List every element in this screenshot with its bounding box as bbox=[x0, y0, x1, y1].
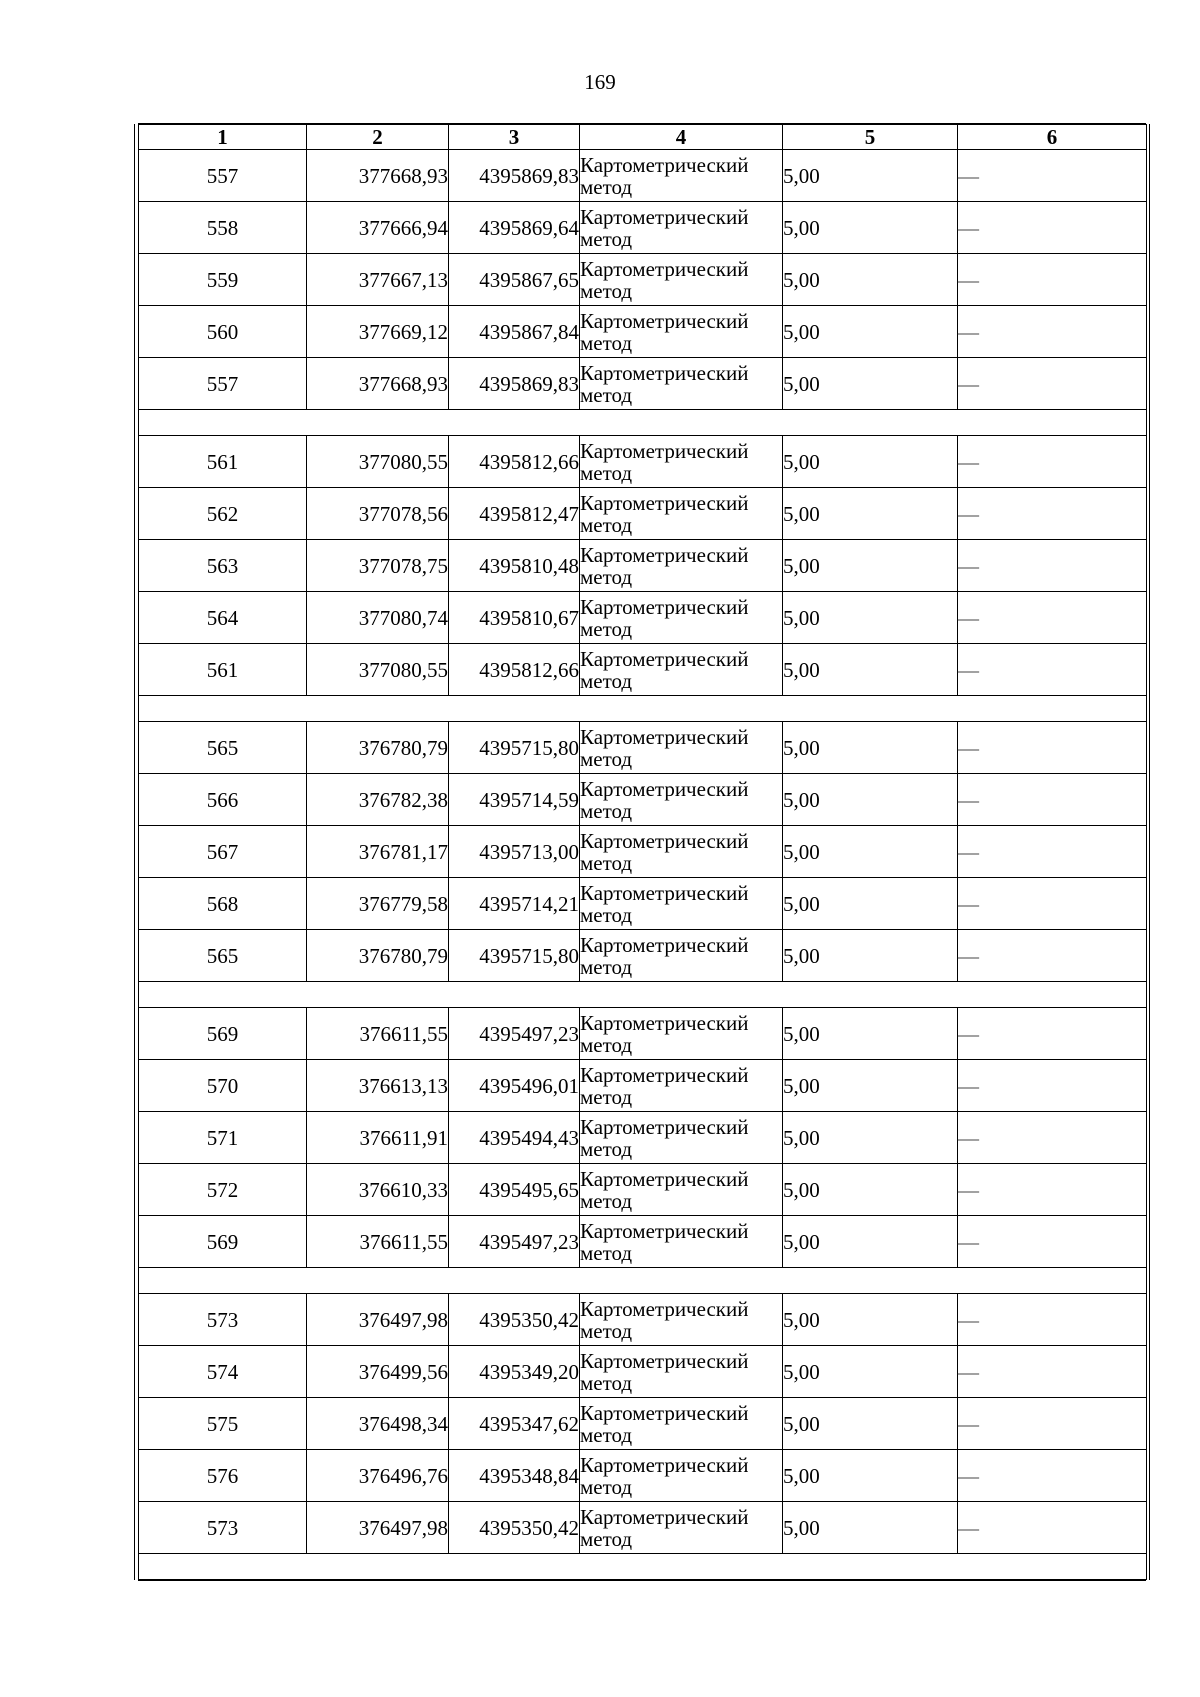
point-number-cell: 561 bbox=[139, 644, 307, 696]
group-separator-row bbox=[139, 410, 1147, 436]
note-cell: — bbox=[958, 1346, 1147, 1398]
point-number-cell: 565 bbox=[139, 930, 307, 982]
method-cell: Картометрический метод bbox=[580, 1502, 783, 1554]
y-coordinate-cell: 4395350,42 bbox=[449, 1294, 580, 1346]
x-coordinate-cell: 376780,79 bbox=[307, 722, 449, 774]
table-row bbox=[139, 254, 1147, 306]
point-number-cell: 572 bbox=[139, 1164, 307, 1216]
method-cell: Картометрический метод bbox=[580, 1216, 783, 1268]
column-header-6: 6 bbox=[958, 125, 1147, 150]
y-coordinate-cell: 4395495,65 bbox=[449, 1164, 580, 1216]
method-cell: Картометрический метод bbox=[580, 774, 783, 826]
group-separator-row bbox=[139, 982, 1147, 1008]
accuracy-cell: 5,00 bbox=[783, 436, 958, 488]
accuracy-cell: 5,00 bbox=[783, 1164, 958, 1216]
y-coordinate-cell: 4395349,20 bbox=[449, 1346, 580, 1398]
method-cell: Картометрический метод bbox=[580, 930, 783, 982]
method-cell: Картометрический метод bbox=[580, 1398, 783, 1450]
table-row bbox=[139, 202, 1147, 254]
accuracy-cell: 5,00 bbox=[783, 644, 958, 696]
y-coordinate-cell: 4395715,80 bbox=[449, 722, 580, 774]
method-cell: Картометрический метод bbox=[580, 1112, 783, 1164]
method-cell: Картометрический метод bbox=[580, 202, 783, 254]
note-cell: — bbox=[958, 930, 1147, 982]
x-coordinate-cell: 377078,75 bbox=[307, 540, 449, 592]
method-cell: Картометрический метод bbox=[580, 1346, 783, 1398]
x-coordinate-cell: 376496,76 bbox=[307, 1450, 449, 1502]
table-row bbox=[139, 540, 1147, 592]
x-coordinate-cell: 377666,94 bbox=[307, 202, 449, 254]
method-cell: Картометрический метод bbox=[580, 306, 783, 358]
y-coordinate-cell: 4395867,84 bbox=[449, 306, 580, 358]
accuracy-cell: 5,00 bbox=[783, 1398, 958, 1450]
x-coordinate-cell: 377078,56 bbox=[307, 488, 449, 540]
table-row bbox=[139, 826, 1147, 878]
x-coordinate-cell: 377667,13 bbox=[307, 254, 449, 306]
x-coordinate-cell: 377080,55 bbox=[307, 436, 449, 488]
x-coordinate-cell: 377668,93 bbox=[307, 358, 449, 410]
note-cell: — bbox=[958, 774, 1147, 826]
y-coordinate-cell: 4395715,80 bbox=[449, 930, 580, 982]
x-coordinate-cell: 376611,55 bbox=[307, 1008, 449, 1060]
note-cell: — bbox=[958, 436, 1147, 488]
table-row bbox=[139, 930, 1147, 982]
header-row bbox=[139, 125, 1147, 150]
y-coordinate-cell: 4395812,47 bbox=[449, 488, 580, 540]
x-coordinate-cell: 376611,91 bbox=[307, 1112, 449, 1164]
point-number-cell: 569 bbox=[139, 1216, 307, 1268]
x-coordinate-cell: 376497,98 bbox=[307, 1294, 449, 1346]
table-row bbox=[139, 1060, 1147, 1112]
y-coordinate-cell: 4395496,01 bbox=[449, 1060, 580, 1112]
accuracy-cell: 5,00 bbox=[783, 774, 958, 826]
note-cell: — bbox=[958, 592, 1147, 644]
y-coordinate-cell: 4395497,23 bbox=[449, 1008, 580, 1060]
x-coordinate-cell: 376611,55 bbox=[307, 1216, 449, 1268]
y-coordinate-cell: 4395869,64 bbox=[449, 202, 580, 254]
accuracy-cell: 5,00 bbox=[783, 1216, 958, 1268]
note-cell: — bbox=[958, 306, 1147, 358]
note-cell: — bbox=[958, 540, 1147, 592]
x-coordinate-cell: 376499,56 bbox=[307, 1346, 449, 1398]
y-coordinate-cell: 4395497,23 bbox=[449, 1216, 580, 1268]
note-cell: — bbox=[958, 1294, 1147, 1346]
table-row bbox=[139, 358, 1147, 410]
accuracy-cell: 5,00 bbox=[783, 358, 958, 410]
method-cell: Картометрический метод bbox=[580, 1060, 783, 1112]
accuracy-cell: 5,00 bbox=[783, 1060, 958, 1112]
note-cell: — bbox=[958, 826, 1147, 878]
accuracy-cell: 5,00 bbox=[783, 1346, 958, 1398]
accuracy-cell: 5,00 bbox=[783, 1008, 958, 1060]
note-cell: — bbox=[958, 722, 1147, 774]
point-number-cell: 571 bbox=[139, 1112, 307, 1164]
column-header-5: 5 bbox=[783, 125, 958, 150]
y-coordinate-cell: 4395347,62 bbox=[449, 1398, 580, 1450]
x-coordinate-cell: 376782,38 bbox=[307, 774, 449, 826]
x-coordinate-cell: 377669,12 bbox=[307, 306, 449, 358]
table-row bbox=[139, 774, 1147, 826]
accuracy-cell: 5,00 bbox=[783, 930, 958, 982]
accuracy-cell: 5,00 bbox=[783, 592, 958, 644]
note-cell: — bbox=[958, 878, 1147, 930]
table-row bbox=[139, 488, 1147, 540]
note-cell: — bbox=[958, 1450, 1147, 1502]
table-row bbox=[139, 722, 1147, 774]
note-cell: — bbox=[958, 1164, 1147, 1216]
x-coordinate-cell: 376497,98 bbox=[307, 1502, 449, 1554]
point-number-cell: 562 bbox=[139, 488, 307, 540]
group-separator-row bbox=[139, 1268, 1147, 1294]
point-number-cell: 574 bbox=[139, 1346, 307, 1398]
note-cell: — bbox=[958, 1060, 1147, 1112]
column-header-2: 2 bbox=[307, 125, 449, 150]
table-row bbox=[139, 306, 1147, 358]
note-cell: — bbox=[958, 1398, 1147, 1450]
method-cell: Картометрический метод bbox=[580, 1008, 783, 1060]
x-coordinate-cell: 376781,17 bbox=[307, 826, 449, 878]
y-coordinate-cell: 4395494,43 bbox=[449, 1112, 580, 1164]
x-coordinate-cell: 376613,13 bbox=[307, 1060, 449, 1112]
method-cell: Картометрический метод bbox=[580, 878, 783, 930]
point-number-cell: 557 bbox=[139, 150, 307, 202]
note-cell: — bbox=[958, 1008, 1147, 1060]
y-coordinate-cell: 4395812,66 bbox=[449, 644, 580, 696]
y-coordinate-cell: 4395350,42 bbox=[449, 1502, 580, 1554]
point-number-cell: 564 bbox=[139, 592, 307, 644]
point-number-cell: 567 bbox=[139, 826, 307, 878]
y-coordinate-cell: 4395713,00 bbox=[449, 826, 580, 878]
point-number-cell: 560 bbox=[139, 306, 307, 358]
table-row bbox=[139, 1294, 1147, 1346]
method-cell: Картометрический метод bbox=[580, 644, 783, 696]
y-coordinate-cell: 4395812,66 bbox=[449, 436, 580, 488]
note-cell: — bbox=[958, 150, 1147, 202]
accuracy-cell: 5,00 bbox=[783, 1294, 958, 1346]
separator-cell bbox=[139, 982, 1147, 1008]
point-number-cell: 570 bbox=[139, 1060, 307, 1112]
x-coordinate-cell: 376610,33 bbox=[307, 1164, 449, 1216]
table-row bbox=[139, 644, 1147, 696]
separator-cell bbox=[139, 410, 1147, 436]
x-coordinate-cell: 377080,55 bbox=[307, 644, 449, 696]
separator-cell bbox=[139, 696, 1147, 722]
note-cell: — bbox=[958, 254, 1147, 306]
x-coordinate-cell: 377080,74 bbox=[307, 592, 449, 644]
accuracy-cell: 5,00 bbox=[783, 488, 958, 540]
method-cell: Картометрический метод bbox=[580, 540, 783, 592]
column-header-3: 3 bbox=[449, 125, 580, 150]
separator-cell bbox=[139, 1268, 1147, 1294]
table-row bbox=[139, 592, 1147, 644]
y-coordinate-cell: 4395869,83 bbox=[449, 150, 580, 202]
accuracy-cell: 5,00 bbox=[783, 150, 958, 202]
separator-cell bbox=[139, 1554, 1147, 1580]
accuracy-cell: 5,00 bbox=[783, 306, 958, 358]
column-header-1: 1 bbox=[139, 125, 307, 150]
y-coordinate-cell: 4395867,65 bbox=[449, 254, 580, 306]
point-number-cell: 559 bbox=[139, 254, 307, 306]
accuracy-cell: 5,00 bbox=[783, 1112, 958, 1164]
method-cell: Картометрический метод bbox=[580, 1450, 783, 1502]
table-row bbox=[139, 1502, 1147, 1554]
method-cell: Картометрический метод bbox=[580, 358, 783, 410]
method-cell: Картометрический метод bbox=[580, 150, 783, 202]
point-number-cell: 557 bbox=[139, 358, 307, 410]
accuracy-cell: 5,00 bbox=[783, 826, 958, 878]
note-cell: — bbox=[958, 1112, 1147, 1164]
method-cell: Картометрический метод bbox=[580, 1164, 783, 1216]
method-cell: Картометрический метод bbox=[580, 436, 783, 488]
point-number-cell: 558 bbox=[139, 202, 307, 254]
y-coordinate-cell: 4395869,83 bbox=[449, 358, 580, 410]
x-coordinate-cell: 376780,79 bbox=[307, 930, 449, 982]
x-coordinate-cell: 377668,93 bbox=[307, 150, 449, 202]
y-coordinate-cell: 4395810,48 bbox=[449, 540, 580, 592]
note-cell: — bbox=[958, 488, 1147, 540]
column-header-4: 4 bbox=[580, 125, 783, 150]
point-number-cell: 566 bbox=[139, 774, 307, 826]
x-coordinate-cell: 376779,58 bbox=[307, 878, 449, 930]
method-cell: Картометрический метод bbox=[580, 722, 783, 774]
point-number-cell: 563 bbox=[139, 540, 307, 592]
note-cell: — bbox=[958, 1502, 1147, 1554]
group-separator-row bbox=[139, 696, 1147, 722]
note-cell: — bbox=[958, 358, 1147, 410]
group-separator-row bbox=[139, 1554, 1147, 1580]
point-number-cell: 573 bbox=[139, 1502, 307, 1554]
table-row bbox=[139, 1164, 1147, 1216]
method-cell: Картометрический метод bbox=[580, 488, 783, 540]
coordinates-table bbox=[138, 124, 1147, 1580]
point-number-cell: 568 bbox=[139, 878, 307, 930]
point-number-cell: 565 bbox=[139, 722, 307, 774]
table-row bbox=[139, 150, 1147, 202]
x-coordinate-cell: 376498,34 bbox=[307, 1398, 449, 1450]
method-cell: Картометрический метод bbox=[580, 254, 783, 306]
table-row bbox=[139, 878, 1147, 930]
table-row bbox=[139, 1346, 1147, 1398]
note-cell: — bbox=[958, 202, 1147, 254]
accuracy-cell: 5,00 bbox=[783, 254, 958, 306]
accuracy-cell: 5,00 bbox=[783, 878, 958, 930]
table-row bbox=[139, 436, 1147, 488]
coordinates-table-frame bbox=[138, 123, 1146, 1581]
method-cell: Картометрический метод bbox=[580, 826, 783, 878]
point-number-cell: 573 bbox=[139, 1294, 307, 1346]
table-row bbox=[139, 1112, 1147, 1164]
accuracy-cell: 5,00 bbox=[783, 1502, 958, 1554]
accuracy-cell: 5,00 bbox=[783, 540, 958, 592]
method-cell: Картометрический метод bbox=[580, 592, 783, 644]
page-number: 169 bbox=[584, 70, 616, 94]
accuracy-cell: 5,00 bbox=[783, 1450, 958, 1502]
accuracy-cell: 5,00 bbox=[783, 202, 958, 254]
table-row bbox=[139, 1398, 1147, 1450]
y-coordinate-cell: 4395714,59 bbox=[449, 774, 580, 826]
y-coordinate-cell: 4395714,21 bbox=[449, 878, 580, 930]
y-coordinate-cell: 4395810,67 bbox=[449, 592, 580, 644]
method-cell: Картометрический метод bbox=[580, 1294, 783, 1346]
accuracy-cell: 5,00 bbox=[783, 722, 958, 774]
table-row bbox=[139, 1216, 1147, 1268]
point-number-cell: 561 bbox=[139, 436, 307, 488]
table-body bbox=[139, 150, 1147, 1580]
note-cell: — bbox=[958, 1216, 1147, 1268]
note-cell: — bbox=[958, 644, 1147, 696]
point-number-cell: 576 bbox=[139, 1450, 307, 1502]
point-number-cell: 569 bbox=[139, 1008, 307, 1060]
table-row bbox=[139, 1008, 1147, 1060]
y-coordinate-cell: 4395348,84 bbox=[449, 1450, 580, 1502]
point-number-cell: 575 bbox=[139, 1398, 307, 1450]
table-row bbox=[139, 1450, 1147, 1502]
